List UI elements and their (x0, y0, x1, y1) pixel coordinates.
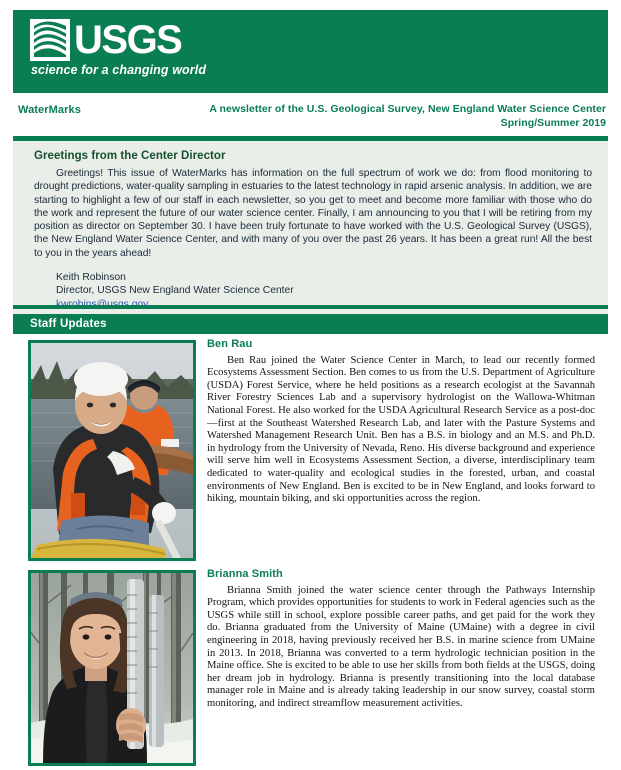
greetings-paragraph (34, 167, 592, 260)
signature-name: Keith Robinson (56, 272, 126, 284)
staff-bio-text-ben-rau: Ben Rau joined the Water Science Center in March, to lead our recently formed Ecosystems Assessment Section. Ben comes to us from the U.S. Department of Agriculture (USDA) Forest Service, where he held positions as a research ecologist at the Savannah River Forestry Sciences Lab and a supervisory hydrologist on the Wallowa-Whitman National Forest. He also worked for the USDA Agricultural Research Service as a post-doc—first at the Southeast Watershed Research Lab, and later with the Pasture Systems and Watershed Management Research Unit. Ben has a B.S. in biology and an M.S. and Ph.D. in hydrology from the University of Nevada, Reno. His diverse background and experience will serve him well in Ecosystems Assessment Section, a diverse, interdisciplinary team dedicated to water-quality and ecological studies in the forested, urban, and coastal environments of New England. Ben is excited to be in New England, and looks forward to hiking, mountain biking, and ski opportunities across the region. (207, 354, 595, 505)
greetings-heading: Greetings from the Center Director (34, 150, 226, 162)
staff-updates-top-rule (13, 305, 608, 309)
greetings-body (13, 141, 608, 325)
staff-name-brianna-smith: Brianna Smith (207, 568, 283, 580)
usgs-logo (30, 19, 181, 61)
staff-updates-section-label: Staff Updates (30, 318, 107, 330)
staff-bio-brianna-smith (207, 568, 595, 711)
staff-updates-section-bar (13, 314, 608, 334)
signature-title: Director, USGS New England Water Science Center (56, 285, 294, 297)
usgs-wave-mark-icon (30, 19, 70, 61)
greetings-panel (13, 136, 608, 325)
publication-name: WaterMarks (18, 104, 81, 116)
usgs-wordmark: USGS (74, 18, 182, 62)
staff-photo-brianna-smith (28, 570, 196, 766)
staff-photo-ben-rau (28, 340, 196, 561)
masthead-banner (13, 10, 608, 93)
greetings-paragraph-text: Greetings! This issue of WaterMarks has information on the full spectrum of work we do: from flood monitoring to drought predictions, water-quality sampling in estuaries to the latest technology in rapid arsenic analysis. In addition, we are starting to highlight a few of our staff in each newsletter, so you get to meet and become more familiar with those who do the work and represent the future of our water science center. Finally, I am announcing to you that I will be retiring from my position as director on September 30. I have been truly fortunate to have worked with the U.S. Geological Survey (USGS), the New England Water Science Center, and with many of you over the past 26 years. It has been a great run! All the best to you in the years ahead! (34, 168, 592, 259)
staff-bio-text-brianna-smith: Brianna Smith joined the water science center through the Pathways Internship Program, which provides opportunities for students to work in Federal agencies such as the USGS while still in school, explore possible career paths, and get paid for the work they do. Brianna graduated from the University of Maine (UMaine) with a degree in civil engineering in 2018, having previously received her B.S. in marine science from UMaine in 2013. In 2018, Brianna was converted to a term hydrologic technician position in the Maine office. She is excited to be able to use her skills from both fields at the USGS, doing her dream job in hydrology. Brianna is presently transitioning into the local database manager role in Maine and is already taking leadership in our snow survey, coastal storm monitoring, and indirect streamflow measurement activities. (207, 584, 595, 709)
newsletter-description: A newsletter of the U.S. Geological Survey, New England Water Science Center (209, 103, 606, 115)
issue-info (209, 103, 606, 130)
publication-title-row (13, 104, 608, 132)
staff-name-ben-rau: Ben Rau (207, 338, 253, 350)
usgs-tagline: science for a changing world (31, 63, 207, 77)
staff-bio-ben-rau (207, 338, 595, 506)
issue-date: Spring/Summer 2019 (500, 116, 606, 129)
